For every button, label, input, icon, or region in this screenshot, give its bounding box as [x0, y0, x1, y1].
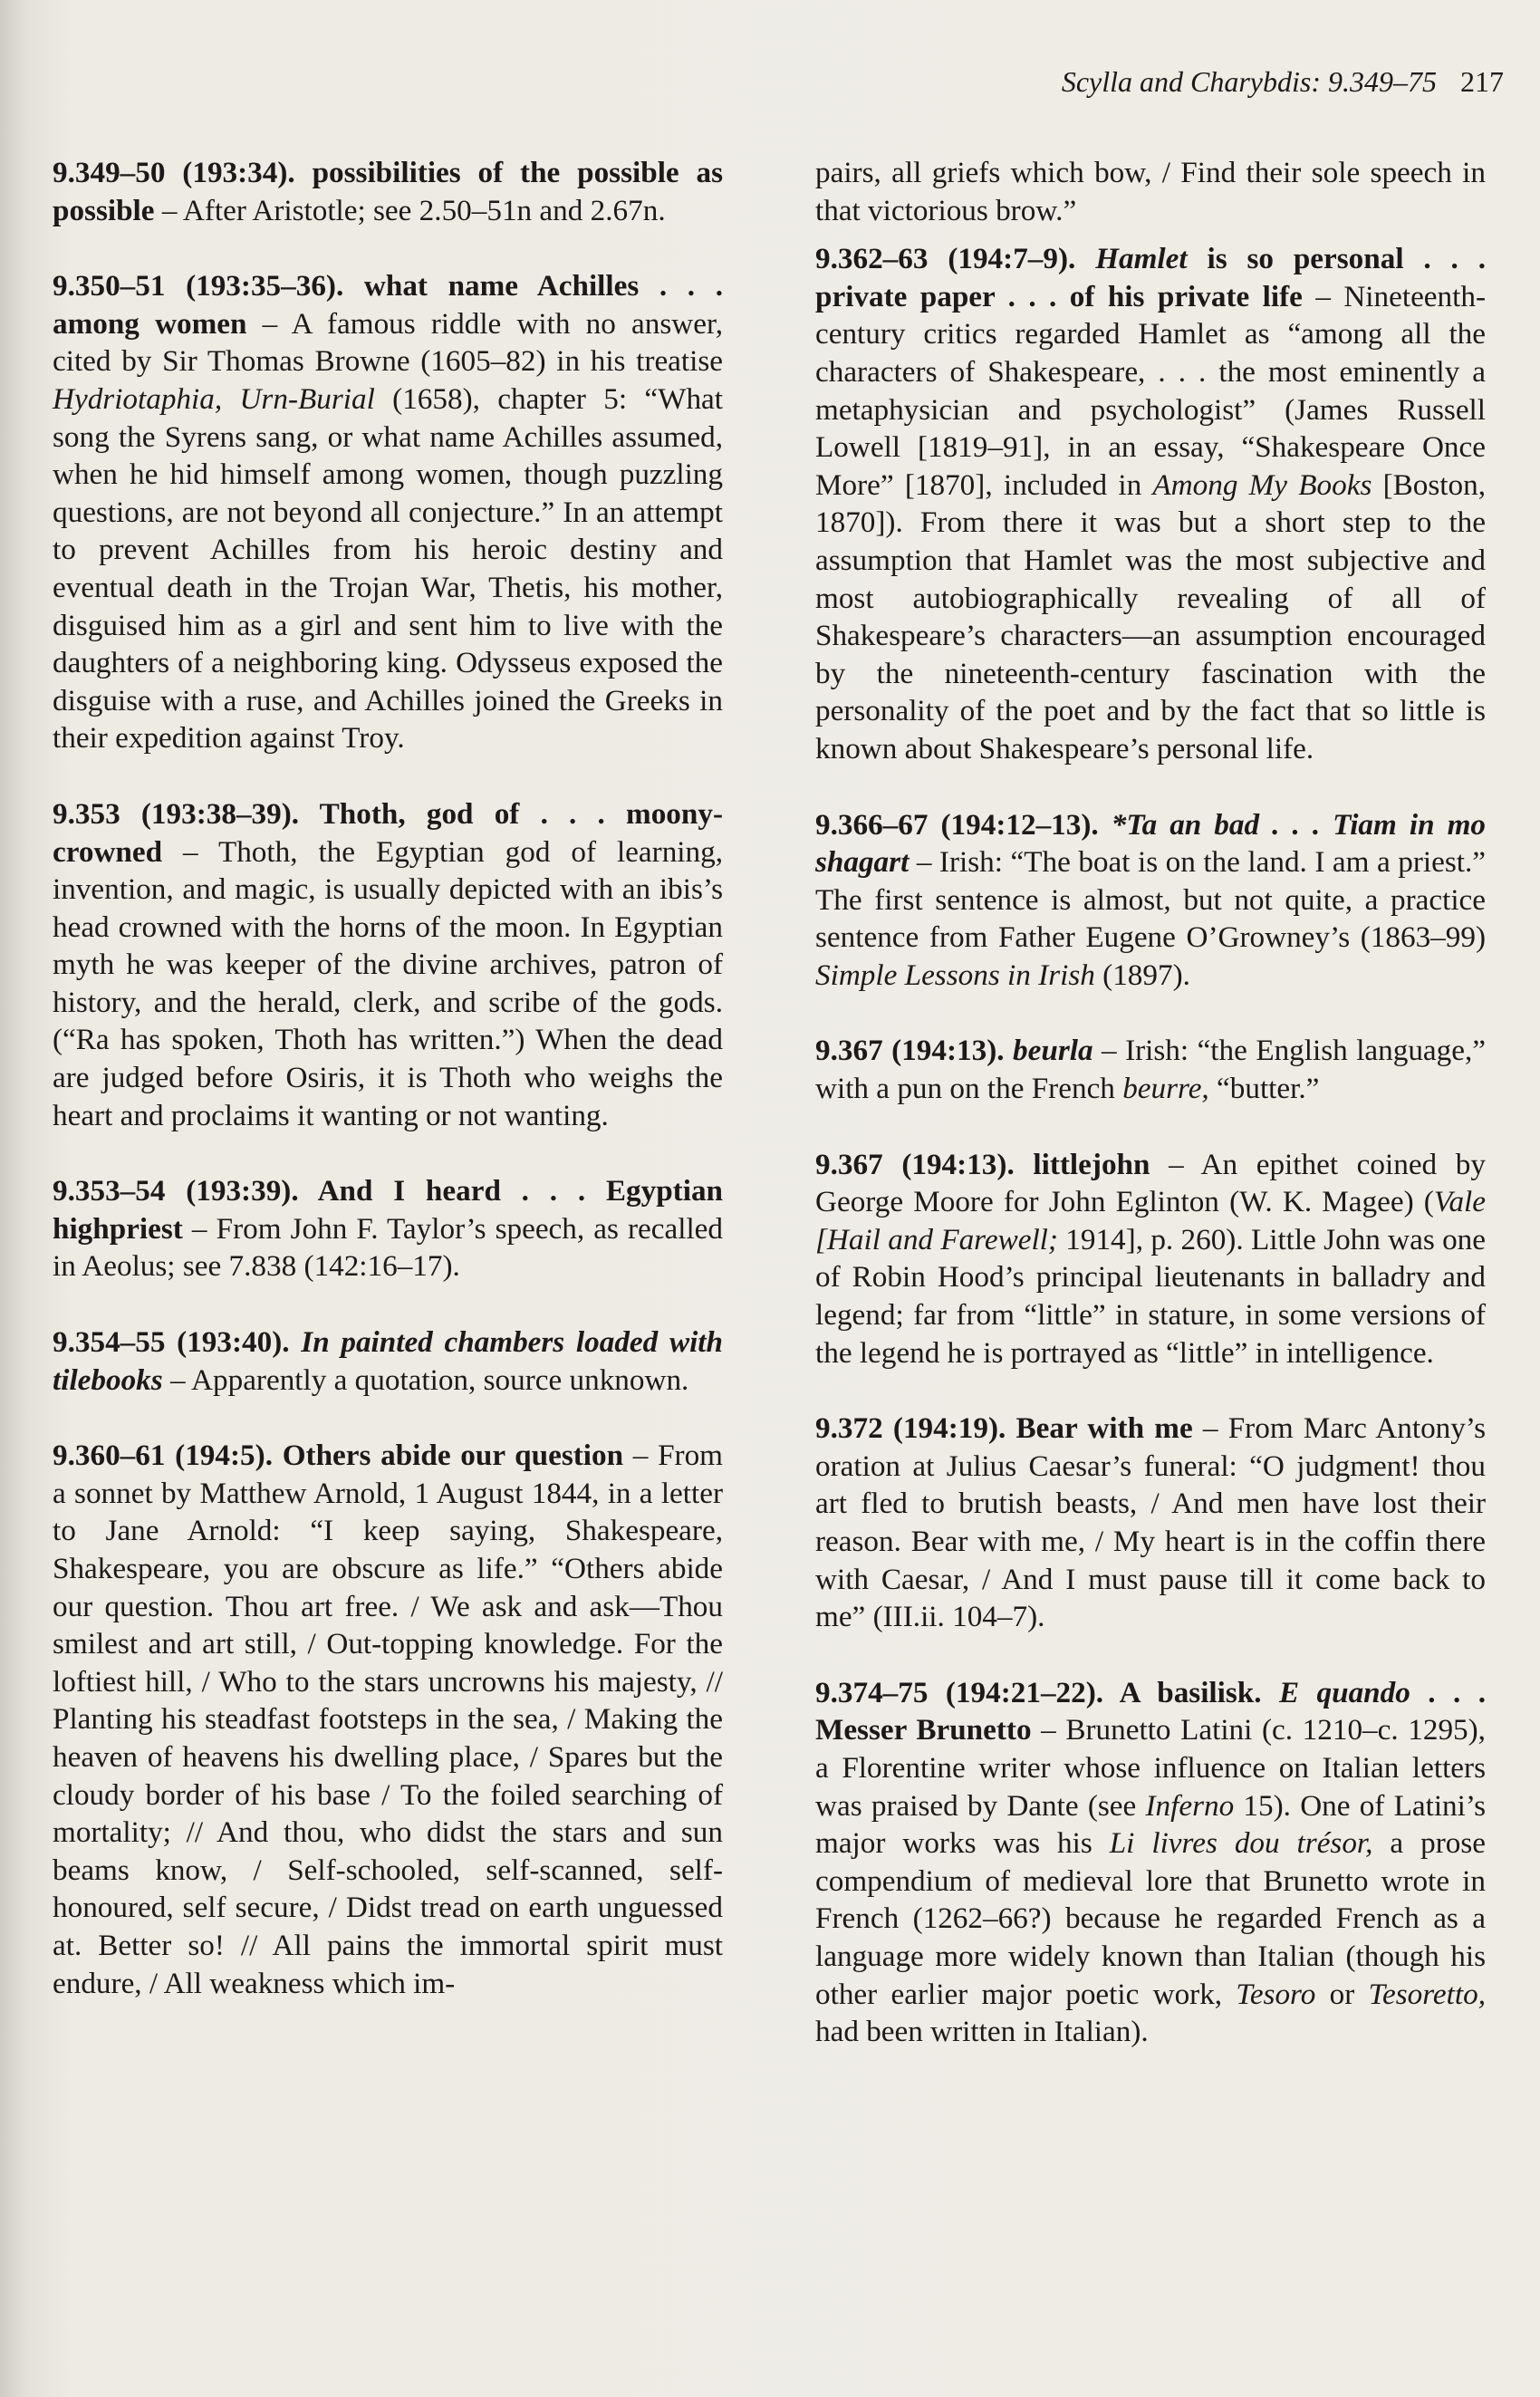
- body-segment: Hydriotaphia, Urn-Burial: [53, 381, 375, 416]
- body-segment: – After Aristotle; see 2.50–51n and 2.67n.: [154, 193, 666, 227]
- lemma-segment: *Ta an bad . . . Tiam in mo shagart: [815, 807, 1487, 880]
- lemma-segment: 9.367 (194:13).: [815, 1034, 1014, 1068]
- lemma-segment: 9.367 (194:13). littlejohn: [815, 1147, 1150, 1181]
- lemma-segment: 9.353–54 (193:39). And I heard . . . Egyptian highpriest: [53, 1174, 723, 1246]
- lemma-segment: is so personal . . . private paper . . . of his private life: [815, 242, 1487, 313]
- lemma-segment: 9.350–51 (193:35–36). what name Achilles . . . among women: [53, 269, 723, 341]
- entry-lemma: [815, 1411, 1193, 1445]
- body-segment: – From John F. Taylor’s speech, as recalled in Aeolus; see 7.838 (142:16–17).: [53, 1211, 723, 1284]
- body-segment: Among My Books: [1152, 467, 1372, 502]
- annotation-entry: [53, 795, 723, 1134]
- body-segment: – Apparently a quotation, source unknown.: [162, 1362, 689, 1397]
- body-segment: [Boston, 1870]). From there it was but a short step to the assumption that Hamlet was the most subjective and most autobiographically revealing of all of Shakespeare’s characters—an assumption encouraged by the nineteenth-century fascination with the personality of the poet and by the fact that so little is known about Shakespeare’s personal life.: [815, 467, 1487, 765]
- annotation-entry: [53, 1324, 723, 1399]
- entry-lemma: [53, 1439, 623, 1472]
- body-segment: Inferno: [1145, 1788, 1235, 1823]
- lemma-segment: 9.353 (193:38–39). Thoth, god of . . . moony-crowned: [53, 796, 723, 869]
- lemma-segment: 9.366–67 (194:12–13).: [815, 807, 1112, 842]
- body-segment: or: [1315, 1977, 1369, 2011]
- body-segment: (1897).: [1094, 958, 1190, 992]
- body-segment: pairs, all griefs which bow, / Find their sole speech in that victorious brow.”: [815, 156, 1486, 227]
- lemma-segment: E quando: [1278, 1675, 1410, 1709]
- body-segment: beurre,: [1122, 1072, 1209, 1106]
- body-segment: Simple Lessons in Irish: [815, 958, 1095, 992]
- annotation-entry: [53, 1172, 723, 1285]
- lemma-segment: 9.360–61 (194:5). Others abide our question: [53, 1439, 624, 1473]
- body-segment: – Irish: “the English language,” with a pun on the French: [815, 1034, 1487, 1106]
- left-column: [53, 154, 723, 2040]
- body-segment: Vale [Hail and Farewell;: [815, 1185, 1486, 1256]
- body-segment: – Irish: “The boat is on the land. I am a priest.” The first sentence is almost, but not quite, a practice sentence from Father Eugene O’Growney’s (1863–99): [815, 845, 1486, 955]
- body-segment: 15). One of Latini’s major works was his: [815, 1788, 1486, 1861]
- lemma-segment: 9.372 (194:19). Bear with me: [815, 1411, 1193, 1446]
- body-segment: – An epithet coined by George Moore for John Eglinton (W. K. Magee) (: [815, 1147, 1486, 1219]
- annotation-entry: [53, 1437, 723, 2002]
- body-segment: Tesoro: [1236, 1977, 1316, 2011]
- lemma-segment: 9.374–75 (194:21–22). A basilisk.: [815, 1675, 1279, 1709]
- body-segment: Tesoretto,: [1368, 1977, 1486, 2011]
- lemma-segment: Hamlet: [1095, 242, 1188, 276]
- body-segment: “butter.”: [1208, 1072, 1320, 1106]
- lemma-segment: . . . Messer Brunetto: [815, 1675, 1486, 1747]
- annotation-entry: [53, 267, 723, 757]
- annotation-entry: [815, 1032, 1486, 1107]
- body-segment: had been written in Italian).: [815, 2015, 1149, 2049]
- body-segment: – A famous riddle with no answer, cited by Sir Thomas Browne (1605–82) in his treatise: [53, 306, 724, 379]
- body-segment: – From Marc Antony’s oration at Julius Caesar’s funeral: “O judgment! thou art fled to brutish beasts, / And men have lost their reason. Bear with me, / My heart is in the coffin there with Caesar, / And I must pause till it come back to me” (III.ii. 104–7).: [815, 1411, 1486, 1634]
- annotation-entry: [815, 1674, 1486, 2051]
- running-title: Scylla and Charybdis: 9.349–75: [1061, 65, 1437, 98]
- annotation-entry: [53, 154, 723, 229]
- right-column: [815, 154, 1486, 2089]
- lemma-segment: 9.362–63 (194:7–9).: [815, 242, 1096, 276]
- annotation-entry: [815, 1146, 1486, 1372]
- lemma-segment: In painted chambers loaded with tilebooks: [53, 1325, 723, 1397]
- lemma-segment: 9.349–50 (193:34). possibilities of the possible as possible: [53, 156, 723, 227]
- annotation-entry: [815, 806, 1486, 995]
- page-number: 217: [1460, 65, 1504, 98]
- annotation-entry: [815, 1410, 1486, 1636]
- body-segment: – Nineteenth-century critics regarded Hamlet as “among all the characters of Shakespeare, . . . the most eminently a metaphysician and psychologist” (James Russell Lowell [1819–91], in an essay, “Shakespeare Once More” [1870], included in: [815, 279, 1486, 502]
- entry-lemma: [815, 1034, 1093, 1067]
- lemma-segment: beurla: [1013, 1034, 1093, 1068]
- body-segment: (1658), chapter 5: “What song the Syrens sang, or what name Achilles assumed, when he hid himself among women, though puzzling questions, are not beyond all conjecture.” In an attempt to prevent Achilles from his heroic destiny and eventual death in the Trojan War, Thetis, his mother, disguised him as a girl and sent him to live with the daughters of a neighboring king. Odysseus exposed the disguise with a ruse, and Achilles joined the Greeks in their expedition against Troy.: [53, 381, 723, 756]
- body-segment: – Thoth, the Egyptian god of learning, invention, and magic, is usually depicted with an ibis’s head crowned with the horns of the moon. In Egyptian myth he was keeper of the divine archives, patron of history, and the herald, clerk, and scribe of the gods. (“Ra has spoken, Thoth has written.”) When the dead are judged before Osiris, it is Thoth who weighs the heart and proclaims it wanting or not wanting.: [53, 834, 723, 1132]
- body-segment: – Brunetto Latini (c. 1210–c. 1295), a Florentine writer whose influence on Italian letters was praised by Dante (see: [815, 1713, 1486, 1823]
- body-segment: – From a sonnet by Matthew Arnold, 1 August 1844, in a letter to Jane Arnold: “I keep saying, Shakespeare, Shakespeare, you are obscure as life.” “Others abide our question. Thou art free. / We ask and ask—Thou smilest and art still, / Out-topping knowledge. For the loftiest hill, / Who to the stars uncrowns his majesty, // Planting his steadfast footsteps in the sea, / Making the heaven of heavens his dwelling place, / Spares but the cloudy border of his base / To the foiled searching of mortality; // And thou, who didst the stars and sun beams know, / Self-schooled, self-scanned, self-honoured, self secure, / Didst tread on earth unguessed at. Better so! // All pains the immortal spirit must endure, / All weakness which im-: [53, 1439, 723, 2000]
- body-segment: a prose compendium of medieval lore that Brunetto wrote in French (1262–66?) because he regarded French as a language more widely known than Italian (though his other earlier major poetic work,: [815, 1826, 1487, 2011]
- annotation-entry: [815, 240, 1486, 767]
- body-segment: 1914], p. 260). Little John was one of Robin Hood’s principal lieutenants in balladry and legend; far from “little” in stature, in some versions of the legend he is portrayed as “little” in intelligence.: [815, 1222, 1486, 1370]
- running-header: [1062, 65, 1504, 99]
- entry-lemma: [815, 1148, 1150, 1181]
- lemma-segment: 9.354–55 (193:40).: [53, 1325, 302, 1360]
- body-segment: Li livres dou trésor,: [1109, 1826, 1373, 1861]
- annotation-entry: [815, 154, 1486, 229]
